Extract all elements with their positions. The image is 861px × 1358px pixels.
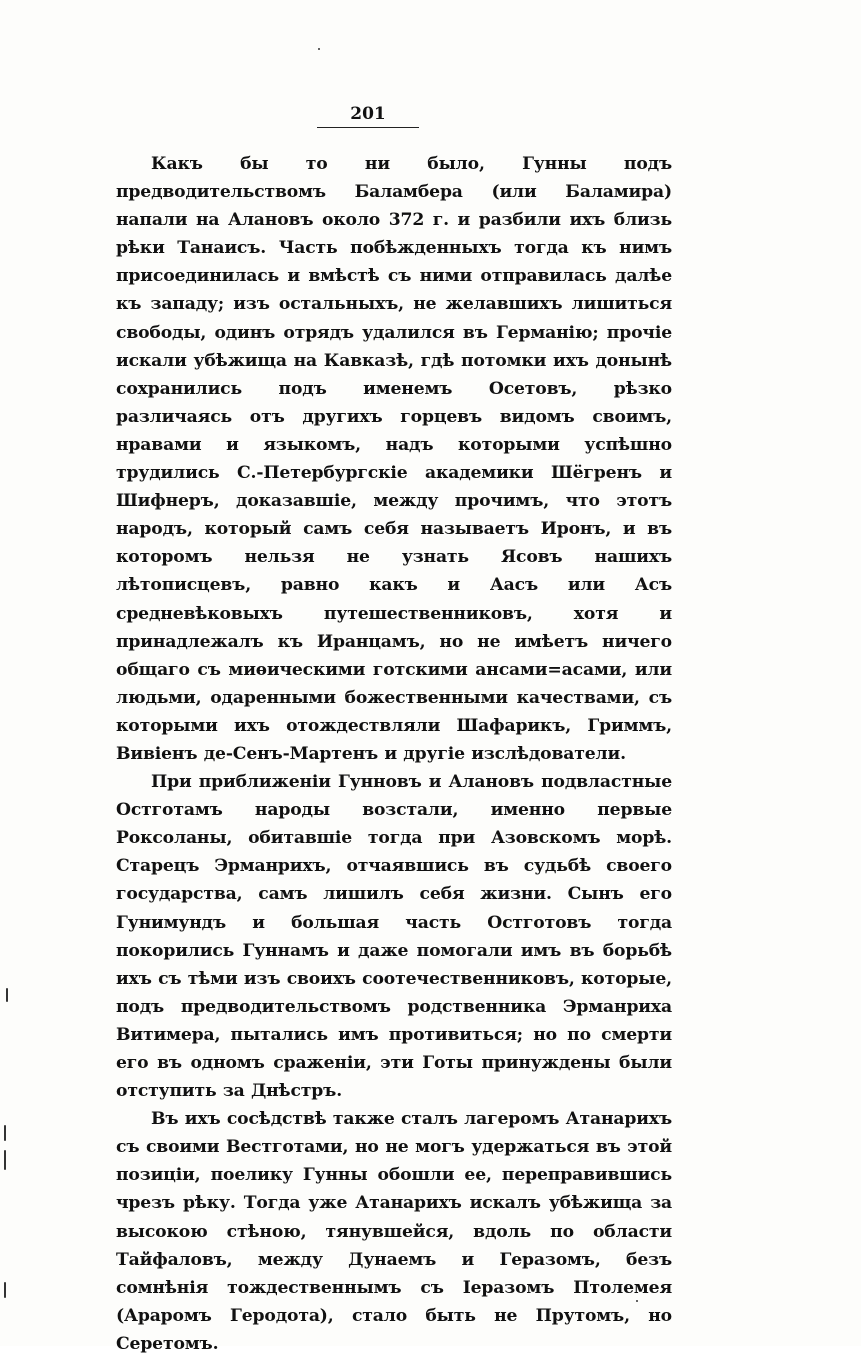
header-rule [317, 127, 419, 128]
page-number: 201 [350, 104, 386, 124]
scan-speck [318, 48, 320, 50]
scan-speck [4, 1282, 6, 1298]
paragraph-1: Какъ бы то ни было, Гунны подъ предводительствомъ Баламбера (или Баламира) напали на Алановъ около 372 г. и разбили ихъ близь рѣки Танаисъ. Часть побѣжденныхъ тогда къ нимъ присоединилась и вмѣстѣ съ ними отправилась далѣе къ западу; изъ остальныхъ, не желавшихъ лишиться свободы, одинъ отрядъ удалился въ Германію; прочіе искали убѣжища на Кавказѣ, гдѣ потомки ихъ донынѣ сохранились подъ именемъ Осетовъ, рѣзко различаясь отъ другихъ горцевъ видомъ своимъ, нравами и языкомъ, надъ которыми успѣшно трудились С.-Петербургскіе академики Шёгренъ и Шифнеръ, доказавшіе, между прочимъ, что этотъ народъ, который самъ себя называетъ Иронъ, и въ которомъ нельзя не узнать Ясовъ нашихъ лѣтописцевъ, равно какъ и Аасъ или Асъ средневѣковыхъ путешественниковъ, хотя и принадлежалъ къ Иранцамъ, но не имѣетъ ничего общаго съ миѳическими готскими ансами=асами, или людьми, одаренными божественными качествами, съ которыми ихъ отождествляли Шафарикъ, Гриммъ, Вивіенъ де-Сенъ-Мартенъ и другіе изслѣдователи. [116, 154, 672, 764]
scan-speck [636, 1300, 638, 1302]
paragraph-2: При приближеніи Гунновъ и Алановъ подвластные Остготамъ народы возстали, именно первые Роксоланы, обитавшіе тогда при Азовскомъ морѣ. Старецъ Эрманрихъ, отчаявшись въ судьбѣ своего государства, самъ лишилъ себя жизни. Сынъ его Гунимундъ и большая часть Остготовъ тогда покорились Гуннамъ и даже помогали имъ въ борьбѣ ихъ съ тѣми изъ своихъ соотечественниковъ, которые, подъ предводительствомъ родственника Эрманриха Витимера, пытались имъ противиться; но по смерти его въ одномъ сраженіи, эти Готы принуждены были отступить за Днѣстръ. [116, 772, 672, 1102]
paragraph-3: Въ ихъ сосѣдствѣ также сталъ лагеромъ Атанарихъ съ своими Вестготами, но не могъ удержаться въ этой позиціи, поелику Гунны обошли ее, переправившись чрезъ рѣку. Тогда уже Атанарихъ искалъ убѣжища за высокою стѣною, тянувшейся, вдоль по области Тайфаловъ, между Дунаемъ и Геразомъ, безъ сомнѣнія тождественнымъ съ Іеразомъ Птолемея (Араромъ Геродота), стало быть не Прутомъ, но Серетомъ. [116, 1109, 672, 1354]
body-text [116, 150, 672, 1358]
scan-speck [4, 1125, 6, 1141]
scan-speck [6, 988, 8, 1002]
scan-speck [4, 1150, 6, 1170]
